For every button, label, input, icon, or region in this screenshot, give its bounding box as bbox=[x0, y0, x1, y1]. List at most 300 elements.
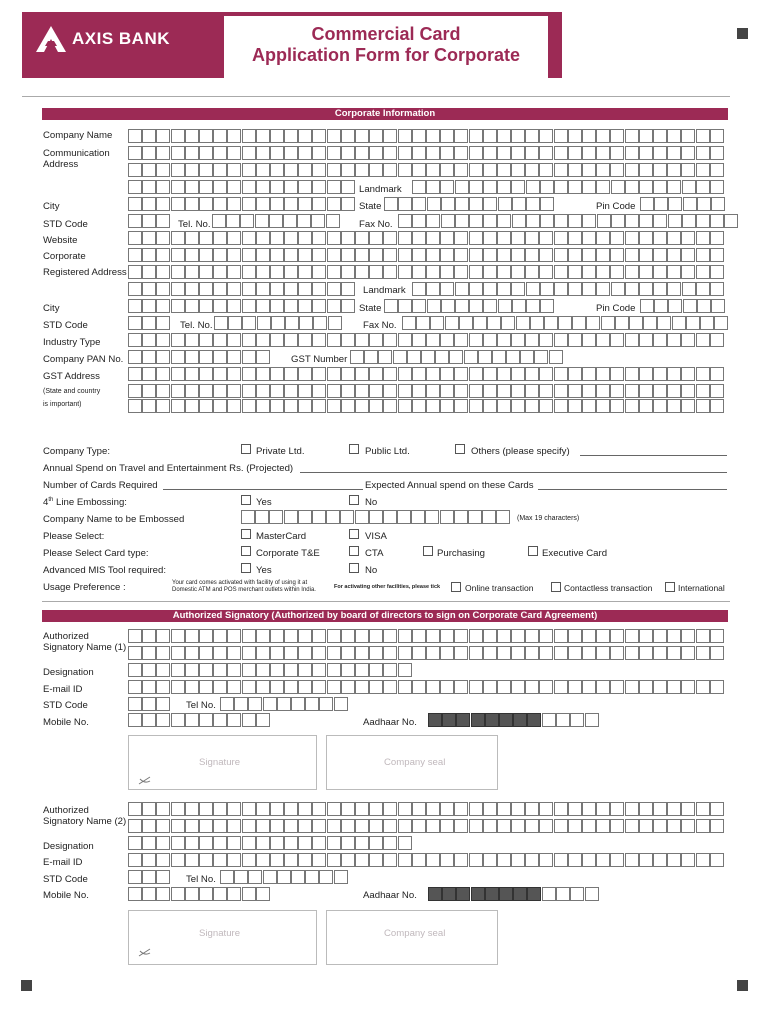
char-box[interactable] bbox=[341, 129, 355, 143]
char-box[interactable] bbox=[639, 646, 653, 660]
char-box[interactable] bbox=[610, 333, 624, 347]
char-box[interactable] bbox=[398, 853, 412, 867]
char-box[interactable] bbox=[710, 384, 724, 398]
char-box[interactable] bbox=[483, 231, 497, 245]
char-box[interactable] bbox=[383, 248, 397, 262]
char-box[interactable] bbox=[369, 333, 383, 347]
char-box[interactable] bbox=[369, 646, 383, 660]
char-box[interactable] bbox=[440, 163, 454, 177]
char-box[interactable] bbox=[313, 316, 327, 330]
char-box[interactable] bbox=[199, 180, 213, 194]
char-box[interactable] bbox=[242, 163, 256, 177]
char-box[interactable] bbox=[454, 819, 468, 833]
char-box[interactable] bbox=[585, 887, 599, 901]
char-box[interactable] bbox=[355, 399, 369, 413]
char-box[interactable] bbox=[610, 399, 624, 413]
char-box[interactable] bbox=[284, 282, 298, 296]
char-box[interactable] bbox=[128, 680, 142, 694]
char-box[interactable] bbox=[640, 197, 654, 211]
char-box[interactable] bbox=[610, 853, 624, 867]
char-box[interactable] bbox=[469, 282, 483, 296]
char-box[interactable] bbox=[185, 197, 199, 211]
char-box[interactable] bbox=[568, 265, 582, 279]
char-box[interactable] bbox=[610, 384, 624, 398]
char-box[interactable] bbox=[213, 819, 227, 833]
char-box[interactable] bbox=[610, 367, 624, 381]
checkbox-visa[interactable] bbox=[349, 529, 359, 539]
char-box[interactable] bbox=[156, 629, 170, 643]
reg-address-row2a[interactable] bbox=[128, 282, 355, 296]
char-box[interactable] bbox=[639, 163, 653, 177]
char-box[interactable] bbox=[454, 163, 468, 177]
char-box[interactable] bbox=[298, 231, 312, 245]
char-box[interactable] bbox=[639, 146, 653, 160]
char-box[interactable] bbox=[334, 870, 348, 884]
char-box[interactable] bbox=[226, 214, 240, 228]
char-box[interactable] bbox=[383, 146, 397, 160]
char-box[interactable] bbox=[213, 367, 227, 381]
reg-address-row1[interactable] bbox=[128, 265, 724, 279]
char-box[interactable] bbox=[696, 853, 710, 867]
char-box[interactable] bbox=[483, 646, 497, 660]
char-box[interactable] bbox=[156, 265, 170, 279]
char-box[interactable] bbox=[128, 214, 142, 228]
char-box[interactable] bbox=[696, 367, 710, 381]
char-box[interactable] bbox=[213, 197, 227, 211]
char-box[interactable] bbox=[511, 646, 525, 660]
comm-address-row1[interactable] bbox=[128, 146, 724, 160]
char-box[interactable] bbox=[440, 231, 454, 245]
char-box[interactable] bbox=[511, 819, 525, 833]
char-box[interactable] bbox=[582, 231, 596, 245]
char-box[interactable] bbox=[653, 399, 667, 413]
char-box[interactable] bbox=[668, 214, 682, 228]
char-box[interactable] bbox=[696, 819, 710, 833]
char-box[interactable] bbox=[667, 646, 681, 660]
char-box[interactable] bbox=[369, 265, 383, 279]
char-box[interactable] bbox=[539, 802, 553, 816]
char-box[interactable] bbox=[341, 367, 355, 381]
char-box[interactable] bbox=[657, 316, 671, 330]
char-box[interactable] bbox=[625, 180, 639, 194]
char-box[interactable] bbox=[142, 367, 156, 381]
char-box[interactable] bbox=[242, 713, 256, 727]
char-box[interactable] bbox=[681, 231, 695, 245]
char-box[interactable] bbox=[682, 282, 696, 296]
char-box[interactable] bbox=[525, 399, 539, 413]
char-box[interactable] bbox=[156, 853, 170, 867]
char-box[interactable] bbox=[483, 333, 497, 347]
char-box[interactable] bbox=[554, 163, 568, 177]
char-box[interactable] bbox=[327, 853, 341, 867]
char-box[interactable] bbox=[156, 214, 170, 228]
char-box[interactable] bbox=[142, 316, 156, 330]
char-box[interactable] bbox=[256, 129, 270, 143]
char-box[interactable] bbox=[227, 248, 241, 262]
char-box[interactable] bbox=[464, 350, 478, 364]
char-box[interactable] bbox=[298, 629, 312, 643]
char-box[interactable] bbox=[483, 282, 497, 296]
char-box[interactable] bbox=[454, 367, 468, 381]
char-box[interactable] bbox=[171, 265, 185, 279]
char-box[interactable] bbox=[568, 282, 582, 296]
char-box[interactable] bbox=[242, 146, 256, 160]
char-box[interactable] bbox=[199, 146, 213, 160]
char-box[interactable] bbox=[539, 163, 553, 177]
char-box[interactable] bbox=[681, 384, 695, 398]
char-box[interactable] bbox=[681, 129, 695, 143]
char-box[interactable] bbox=[610, 802, 624, 816]
char-box[interactable] bbox=[497, 231, 511, 245]
char-box[interactable] bbox=[454, 802, 468, 816]
char-box[interactable] bbox=[327, 248, 341, 262]
comm-state-boxes[interactable] bbox=[384, 197, 554, 211]
char-box[interactable] bbox=[171, 146, 185, 160]
char-box[interactable] bbox=[653, 384, 667, 398]
char-box[interactable] bbox=[383, 333, 397, 347]
char-box[interactable] bbox=[426, 384, 440, 398]
char-box[interactable] bbox=[213, 853, 227, 867]
char-box[interactable] bbox=[327, 399, 341, 413]
char-box[interactable] bbox=[554, 819, 568, 833]
char-box[interactable] bbox=[128, 713, 142, 727]
char-box[interactable] bbox=[426, 265, 440, 279]
char-box[interactable] bbox=[570, 887, 584, 901]
char-box[interactable] bbox=[667, 231, 681, 245]
char-box[interactable] bbox=[171, 367, 185, 381]
char-box[interactable] bbox=[327, 163, 341, 177]
char-box[interactable] bbox=[213, 802, 227, 816]
char-box[interactable] bbox=[284, 367, 298, 381]
char-box[interactable] bbox=[199, 384, 213, 398]
char-box[interactable] bbox=[696, 629, 710, 643]
char-box[interactable] bbox=[341, 819, 355, 833]
char-box[interactable] bbox=[213, 163, 227, 177]
char-box[interactable] bbox=[639, 248, 653, 262]
char-box[interactable] bbox=[242, 802, 256, 816]
char-box[interactable] bbox=[355, 163, 369, 177]
char-box[interactable] bbox=[525, 853, 539, 867]
char-box[interactable] bbox=[327, 802, 341, 816]
char-box[interactable] bbox=[525, 146, 539, 160]
char-box[interactable] bbox=[156, 197, 170, 211]
char-box[interactable] bbox=[298, 282, 312, 296]
char-box[interactable] bbox=[398, 819, 412, 833]
char-box[interactable] bbox=[568, 680, 582, 694]
char-box[interactable] bbox=[270, 853, 284, 867]
char-box[interactable] bbox=[710, 180, 724, 194]
char-box[interactable] bbox=[284, 853, 298, 867]
char-box[interactable] bbox=[270, 819, 284, 833]
char-box[interactable] bbox=[412, 231, 426, 245]
char-box[interactable] bbox=[497, 802, 511, 816]
char-box[interactable] bbox=[213, 282, 227, 296]
char-box[interactable] bbox=[667, 333, 681, 347]
char-box[interactable] bbox=[128, 350, 142, 364]
char-box[interactable] bbox=[369, 129, 383, 143]
char-box[interactable] bbox=[327, 146, 341, 160]
char-box[interactable] bbox=[653, 146, 667, 160]
comm-city-boxes[interactable] bbox=[128, 197, 355, 211]
char-box[interactable] bbox=[199, 819, 213, 833]
char-box[interactable] bbox=[454, 333, 468, 347]
char-box[interactable] bbox=[156, 697, 170, 711]
char-box[interactable] bbox=[615, 316, 629, 330]
char-box[interactable] bbox=[426, 129, 440, 143]
char-box[interactable] bbox=[582, 367, 596, 381]
char-box[interactable] bbox=[398, 629, 412, 643]
char-box[interactable] bbox=[156, 248, 170, 262]
char-box[interactable] bbox=[596, 248, 610, 262]
char-box[interactable] bbox=[554, 333, 568, 347]
char-box[interactable] bbox=[298, 367, 312, 381]
char-box[interactable] bbox=[407, 350, 421, 364]
char-box[interactable] bbox=[341, 629, 355, 643]
char-box[interactable] bbox=[383, 129, 397, 143]
char-box[interactable] bbox=[440, 819, 454, 833]
char-box[interactable] bbox=[213, 887, 227, 901]
char-box[interactable] bbox=[667, 163, 681, 177]
char-box[interactable] bbox=[525, 802, 539, 816]
char-box[interactable] bbox=[596, 146, 610, 160]
char-box[interactable] bbox=[596, 680, 610, 694]
char-box[interactable] bbox=[710, 629, 724, 643]
char-box[interactable] bbox=[156, 399, 170, 413]
char-box[interactable] bbox=[696, 248, 710, 262]
char-box[interactable] bbox=[639, 819, 653, 833]
char-box[interactable] bbox=[171, 333, 185, 347]
char-box[interactable] bbox=[327, 129, 341, 143]
char-box[interactable] bbox=[398, 197, 412, 211]
char-box[interactable] bbox=[539, 231, 553, 245]
sig1-name-row1[interactable] bbox=[128, 629, 724, 643]
char-box[interactable] bbox=[426, 646, 440, 660]
reg-city-boxes[interactable] bbox=[128, 299, 355, 313]
char-box[interactable] bbox=[185, 836, 199, 850]
char-box[interactable] bbox=[397, 510, 411, 524]
char-box[interactable] bbox=[213, 713, 227, 727]
char-box[interactable] bbox=[572, 316, 586, 330]
char-box[interactable] bbox=[681, 265, 695, 279]
char-box[interactable] bbox=[667, 853, 681, 867]
char-box[interactable] bbox=[511, 802, 525, 816]
pan-boxes[interactable] bbox=[128, 350, 270, 364]
char-box[interactable] bbox=[667, 819, 681, 833]
char-box[interactable] bbox=[668, 197, 682, 211]
sig2-tel-boxes[interactable] bbox=[220, 870, 348, 884]
char-box[interactable] bbox=[653, 248, 667, 262]
char-box[interactable] bbox=[501, 316, 515, 330]
char-box[interactable] bbox=[530, 316, 544, 330]
char-box[interactable] bbox=[298, 853, 312, 867]
char-box[interactable] bbox=[426, 231, 440, 245]
sig2-aadhaar-boxes[interactable] bbox=[542, 887, 599, 901]
char-box[interactable] bbox=[242, 384, 256, 398]
char-box[interactable] bbox=[710, 214, 724, 228]
char-box[interactable] bbox=[355, 802, 369, 816]
char-box[interactable] bbox=[227, 146, 241, 160]
char-box[interactable] bbox=[542, 887, 556, 901]
char-box[interactable] bbox=[312, 663, 326, 677]
char-box[interactable] bbox=[242, 367, 256, 381]
char-box[interactable] bbox=[412, 629, 426, 643]
char-box[interactable] bbox=[568, 646, 582, 660]
char-box[interactable] bbox=[426, 163, 440, 177]
char-box[interactable] bbox=[199, 802, 213, 816]
char-box[interactable] bbox=[469, 180, 483, 194]
char-box[interactable] bbox=[525, 129, 539, 143]
char-box[interactable] bbox=[610, 819, 624, 833]
char-box[interactable] bbox=[171, 350, 185, 364]
char-box[interactable] bbox=[319, 870, 333, 884]
char-box[interactable] bbox=[497, 146, 511, 160]
char-box[interactable] bbox=[568, 819, 582, 833]
char-box[interactable] bbox=[525, 265, 539, 279]
char-box[interactable] bbox=[601, 316, 615, 330]
char-box[interactable] bbox=[142, 802, 156, 816]
char-box[interactable] bbox=[497, 853, 511, 867]
char-box[interactable] bbox=[425, 510, 439, 524]
char-box[interactable] bbox=[383, 367, 397, 381]
char-box[interactable] bbox=[710, 248, 724, 262]
char-box[interactable] bbox=[248, 697, 262, 711]
char-box[interactable] bbox=[128, 802, 142, 816]
char-box[interactable] bbox=[298, 510, 312, 524]
char-box[interactable] bbox=[497, 819, 511, 833]
char-box[interactable] bbox=[469, 214, 483, 228]
char-box[interactable] bbox=[512, 197, 526, 211]
char-box[interactable] bbox=[426, 214, 440, 228]
char-box[interactable] bbox=[383, 819, 397, 833]
checkbox-cta[interactable] bbox=[349, 546, 359, 556]
char-box[interactable] bbox=[256, 146, 270, 160]
char-box[interactable] bbox=[199, 887, 213, 901]
char-box[interactable] bbox=[242, 350, 256, 364]
char-box[interactable] bbox=[653, 333, 667, 347]
char-box[interactable] bbox=[398, 265, 412, 279]
char-box[interactable] bbox=[511, 129, 525, 143]
char-box[interactable] bbox=[199, 163, 213, 177]
char-box[interactable] bbox=[142, 629, 156, 643]
char-box[interactable] bbox=[234, 697, 248, 711]
char-box[interactable] bbox=[241, 510, 255, 524]
char-box[interactable] bbox=[355, 663, 369, 677]
char-box[interactable] bbox=[284, 248, 298, 262]
char-box[interactable] bbox=[426, 248, 440, 262]
char-box[interactable] bbox=[355, 836, 369, 850]
char-box[interactable] bbox=[568, 146, 582, 160]
char-box[interactable] bbox=[483, 146, 497, 160]
char-box[interactable] bbox=[469, 129, 483, 143]
char-box[interactable] bbox=[568, 367, 582, 381]
char-box[interactable] bbox=[298, 802, 312, 816]
char-box[interactable] bbox=[412, 384, 426, 398]
char-box[interactable] bbox=[683, 197, 697, 211]
char-box[interactable] bbox=[710, 231, 724, 245]
char-box[interactable] bbox=[369, 819, 383, 833]
char-box[interactable] bbox=[696, 399, 710, 413]
char-box[interactable] bbox=[596, 853, 610, 867]
char-box[interactable] bbox=[269, 510, 283, 524]
char-box[interactable] bbox=[681, 248, 695, 262]
char-box[interactable] bbox=[654, 299, 668, 313]
char-box[interactable] bbox=[142, 836, 156, 850]
char-box[interactable] bbox=[539, 819, 553, 833]
char-box[interactable] bbox=[525, 367, 539, 381]
char-box[interactable] bbox=[482, 510, 496, 524]
char-box[interactable] bbox=[256, 282, 270, 296]
sig1-designation-boxes[interactable] bbox=[128, 663, 412, 677]
char-box[interactable] bbox=[427, 299, 441, 313]
char-box[interactable] bbox=[284, 510, 298, 524]
char-box[interactable] bbox=[653, 180, 667, 194]
char-box[interactable] bbox=[568, 853, 582, 867]
char-box[interactable] bbox=[568, 333, 582, 347]
char-box[interactable] bbox=[227, 163, 241, 177]
char-box[interactable] bbox=[298, 197, 312, 211]
char-box[interactable] bbox=[455, 299, 469, 313]
char-box[interactable] bbox=[506, 350, 520, 364]
char-box[interactable] bbox=[213, 333, 227, 347]
char-box[interactable] bbox=[440, 510, 454, 524]
char-box[interactable] bbox=[142, 350, 156, 364]
char-box[interactable] bbox=[384, 197, 398, 211]
char-box[interactable] bbox=[525, 333, 539, 347]
char-box[interactable] bbox=[625, 248, 639, 262]
char-box[interactable] bbox=[681, 853, 695, 867]
char-box[interactable] bbox=[312, 146, 326, 160]
char-box[interactable] bbox=[549, 350, 563, 364]
char-box[interactable] bbox=[327, 663, 341, 677]
char-box[interactable] bbox=[298, 646, 312, 660]
char-box[interactable] bbox=[128, 163, 142, 177]
char-box[interactable] bbox=[582, 384, 596, 398]
char-box[interactable] bbox=[227, 282, 241, 296]
char-box[interactable] bbox=[341, 836, 355, 850]
char-box[interactable] bbox=[497, 248, 511, 262]
char-box[interactable] bbox=[681, 646, 695, 660]
char-box[interactable] bbox=[497, 333, 511, 347]
char-box[interactable] bbox=[435, 350, 449, 364]
char-box[interactable] bbox=[312, 265, 326, 279]
char-box[interactable] bbox=[441, 197, 455, 211]
char-box[interactable] bbox=[487, 316, 501, 330]
char-box[interactable] bbox=[255, 214, 269, 228]
checkbox-mis-yes[interactable] bbox=[241, 563, 251, 573]
checkbox-executive-card[interactable] bbox=[528, 546, 538, 556]
char-box[interactable] bbox=[440, 129, 454, 143]
char-box[interactable] bbox=[610, 231, 624, 245]
char-box[interactable] bbox=[611, 214, 625, 228]
char-box[interactable] bbox=[128, 180, 142, 194]
char-box[interactable] bbox=[426, 629, 440, 643]
char-box[interactable] bbox=[284, 680, 298, 694]
char-box[interactable] bbox=[256, 399, 270, 413]
char-box[interactable] bbox=[625, 629, 639, 643]
char-box[interactable] bbox=[185, 282, 199, 296]
char-box[interactable] bbox=[185, 333, 199, 347]
char-box[interactable] bbox=[242, 646, 256, 660]
char-box[interactable] bbox=[171, 299, 185, 313]
char-box[interactable] bbox=[426, 853, 440, 867]
char-box[interactable] bbox=[383, 802, 397, 816]
char-box[interactable] bbox=[284, 146, 298, 160]
char-box[interactable] bbox=[497, 180, 511, 194]
char-box[interactable] bbox=[312, 510, 326, 524]
char-box[interactable] bbox=[511, 146, 525, 160]
char-box[interactable] bbox=[412, 819, 426, 833]
char-box[interactable] bbox=[426, 802, 440, 816]
